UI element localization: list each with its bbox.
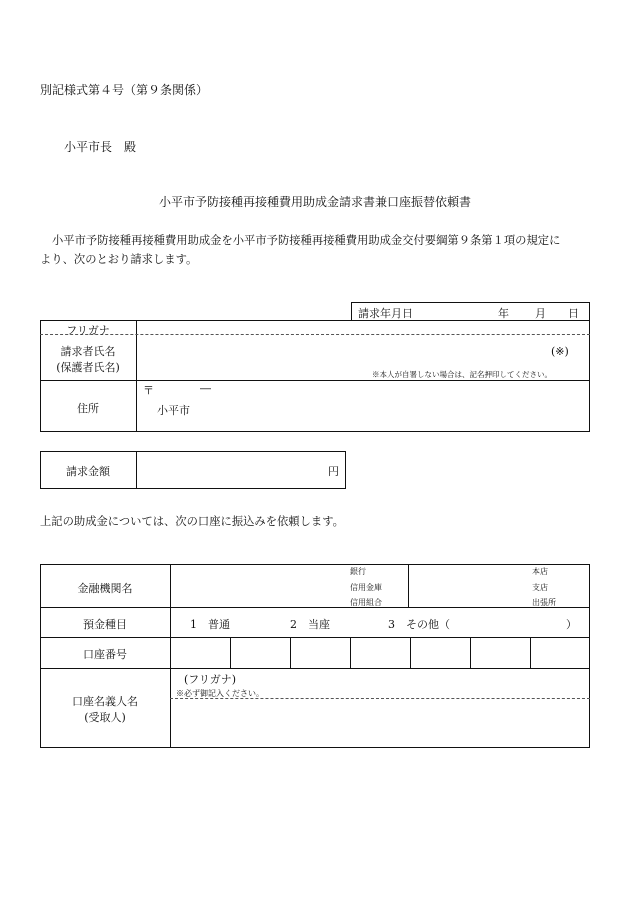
document-title: 小平市予防接種再接種費用助成金請求書兼口座振替依頼書 — [158, 195, 471, 209]
institution-bottom — [40, 607, 590, 608]
account-digit-7[interactable] — [532, 640, 588, 666]
bank-label-divider — [170, 564, 171, 748]
request-date-day: 日 — [568, 307, 579, 320]
deposit-option-ordinary[interactable]: 1 普通 — [190, 618, 230, 631]
bank-type-shinkin: 信用金庫 — [350, 583, 382, 592]
account-digit-4[interactable] — [352, 640, 408, 666]
applicant-name-label: 請求者氏名 — [60, 345, 116, 358]
branch-type-main: 本店 — [532, 567, 548, 576]
address-field[interactable] — [138, 382, 588, 430]
deposit-bottom — [40, 637, 590, 638]
holder-label: 口座名義人名 — [72, 695, 138, 708]
applicant-divider — [136, 320, 137, 432]
holder-furigana-divider — [170, 698, 590, 699]
address-city: 小平市 — [157, 404, 190, 417]
amount-divider — [136, 451, 137, 489]
account-digit-2[interactable] — [232, 640, 288, 666]
branch-divider — [408, 564, 409, 607]
intro-line-2: より、次のとおり請求します。 — [40, 253, 198, 266]
account-label: 口座番号 — [83, 648, 127, 661]
addressee: 小平市長 殿 — [64, 140, 137, 154]
institution-label: 金融機関名 — [77, 582, 133, 595]
amount-field[interactable] — [140, 455, 320, 485]
holder-sublabel: (受取人) — [84, 711, 126, 724]
deposit-option-current[interactable]: 2 当座 — [290, 618, 330, 631]
branch-name-field[interactable] — [412, 566, 522, 605]
request-date-month: 月 — [535, 307, 546, 320]
account-digit-divider — [290, 637, 291, 668]
seal-mark: (※) — [551, 345, 569, 358]
account-digit-5[interactable] — [412, 640, 468, 666]
account-bottom — [40, 668, 590, 669]
applicant-name-sublabel: (保護者氏名) — [56, 361, 120, 374]
form-number: 別記様式第４号（第９条関係） — [40, 83, 209, 97]
branch-type-branch: 支店 — [532, 583, 548, 592]
holder-furigana-label: (フリガナ) — [184, 673, 237, 686]
account-digit-divider — [350, 637, 351, 668]
holder-name-field[interactable] — [174, 701, 588, 746]
transfer-text: 上記の助成金については、次の口座に振込みを依頼します。 — [40, 515, 344, 528]
bank-type-kumiai: 信用組合 — [350, 598, 382, 607]
deposit-label: 預金種目 — [83, 618, 127, 631]
furigana-label: フリガナ — [66, 324, 110, 337]
request-date-year: 年 — [498, 307, 509, 320]
address-label: 住所 — [77, 402, 99, 415]
intro-line-1: 小平市予防接種再接種費用助成金を小平市予防接種再接種費用助成金交付要綱第９条第１項の規定に — [52, 234, 561, 247]
account-digit-divider — [410, 637, 411, 668]
amount-unit: 円 — [328, 465, 339, 478]
holder-note: ※必ず御記入ください。 — [176, 689, 264, 698]
account-digit-3[interactable] — [292, 640, 348, 666]
amount-label: 請求金額 — [66, 465, 110, 478]
deposit-option-other[interactable]: 3 その他（ — [388, 618, 450, 631]
account-digit-divider — [530, 637, 531, 668]
account-digit-divider — [470, 637, 471, 668]
address-divider — [40, 380, 590, 381]
account-digit-divider — [230, 637, 231, 668]
request-date-label: 請求年月日 — [358, 307, 413, 320]
account-digit-1[interactable] — [172, 640, 228, 666]
account-digit-6[interactable] — [472, 640, 528, 666]
bank-type-bank: 銀行 — [350, 567, 366, 576]
deposit-close: ） — [566, 618, 577, 631]
postal-mark: 〒 — [143, 384, 154, 397]
postal-dash: ― — [200, 382, 211, 395]
seal-note: ※本人が自署しない場合は、記名押印してください。 — [372, 370, 552, 379]
branch-type-office: 出張所 — [532, 598, 556, 607]
